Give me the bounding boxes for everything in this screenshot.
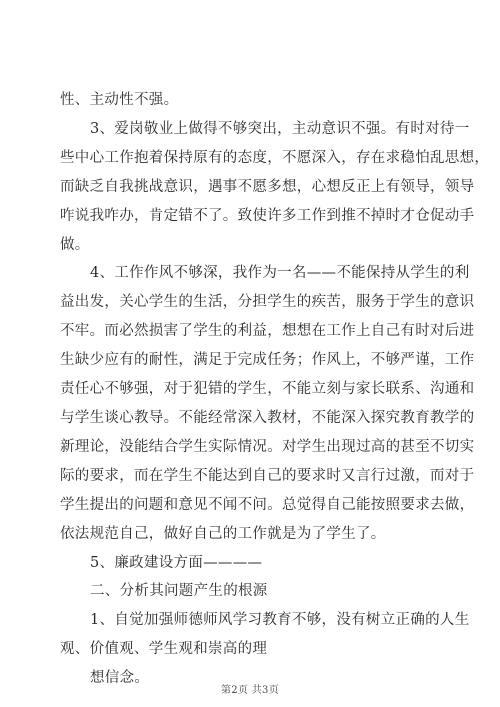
text-line: 而缺乏自我挑战意识，遇事不愿多想，心想反正上有领导，领导 xyxy=(60,178,475,195)
page-number: 第2页 共3页 xyxy=(220,685,279,696)
text-line: 与学生谈心教导。不能经常深入教材，不能深入探究教育教学的 xyxy=(60,409,475,426)
text-line: 想信念。 xyxy=(90,670,150,687)
text-line: 不牢。而必然损害了学生的利益，想想在工作上自己有时对后进 xyxy=(60,323,475,340)
paragraph-root-cause-1 xyxy=(60,606,470,664)
paragraph-continuation xyxy=(60,86,442,115)
text-line: 性、主动性不强。 xyxy=(60,92,179,108)
text-line: 做。 xyxy=(60,236,90,253)
text-line: 4、工作作风不够深，我作为一名——不能保持从学生的利 xyxy=(90,265,470,282)
text-line: 观、价值观、学生观和崇高的理 xyxy=(60,641,268,658)
text-line: 责任心不够强，对于犯错的学生，不能立刻与家长联系、沟通和 xyxy=(60,381,475,398)
text-line: 3、爱岗敬业上做得不够突出，主动意识不强。有时对待一 xyxy=(90,120,470,137)
paragraph-item-4 xyxy=(60,259,475,548)
text-line: 5、廉政建设方面———— xyxy=(90,554,263,571)
paragraph-item-5 xyxy=(60,549,442,578)
text-line: 1、自觉加强师德师风学习教育不够，没有树立正确的人生 xyxy=(90,612,470,629)
text-line: 些中心工作抱着保持原有的态度，不愿深入，存在求稳怕乱思想， xyxy=(60,149,490,166)
heading-text: 二、分析其问题产生的根源 xyxy=(90,583,268,600)
text-line: 咋说我咋办，肯定错不了。致使许多工作到推不掉时才仓促动手 xyxy=(60,207,475,224)
text-line: 新理论，没能结合学生实际情况。对学生出现过高的甚至不切实 xyxy=(60,438,475,455)
paragraph-item-3 xyxy=(60,115,490,260)
text-line: 际的要求，而在学生不能达到自己的要求时又言行过激，而对于 xyxy=(60,467,475,484)
text-line: 生缺少应有的耐性，满足于完成任务；作风上，不够严谨，工作 xyxy=(60,352,475,369)
text-line: 学生提出的问题和意见不闻不问。总觉得自己能按照要求去做， xyxy=(60,496,475,513)
section-heading xyxy=(60,577,442,606)
text-line: 依法规范自己，做好自己的工作就是为了学生了。 xyxy=(60,525,386,542)
text-line: 益出发，关心学生的生活，分担学生的疾苦，服务于学生的意识 xyxy=(60,294,475,311)
document-body xyxy=(60,86,490,693)
